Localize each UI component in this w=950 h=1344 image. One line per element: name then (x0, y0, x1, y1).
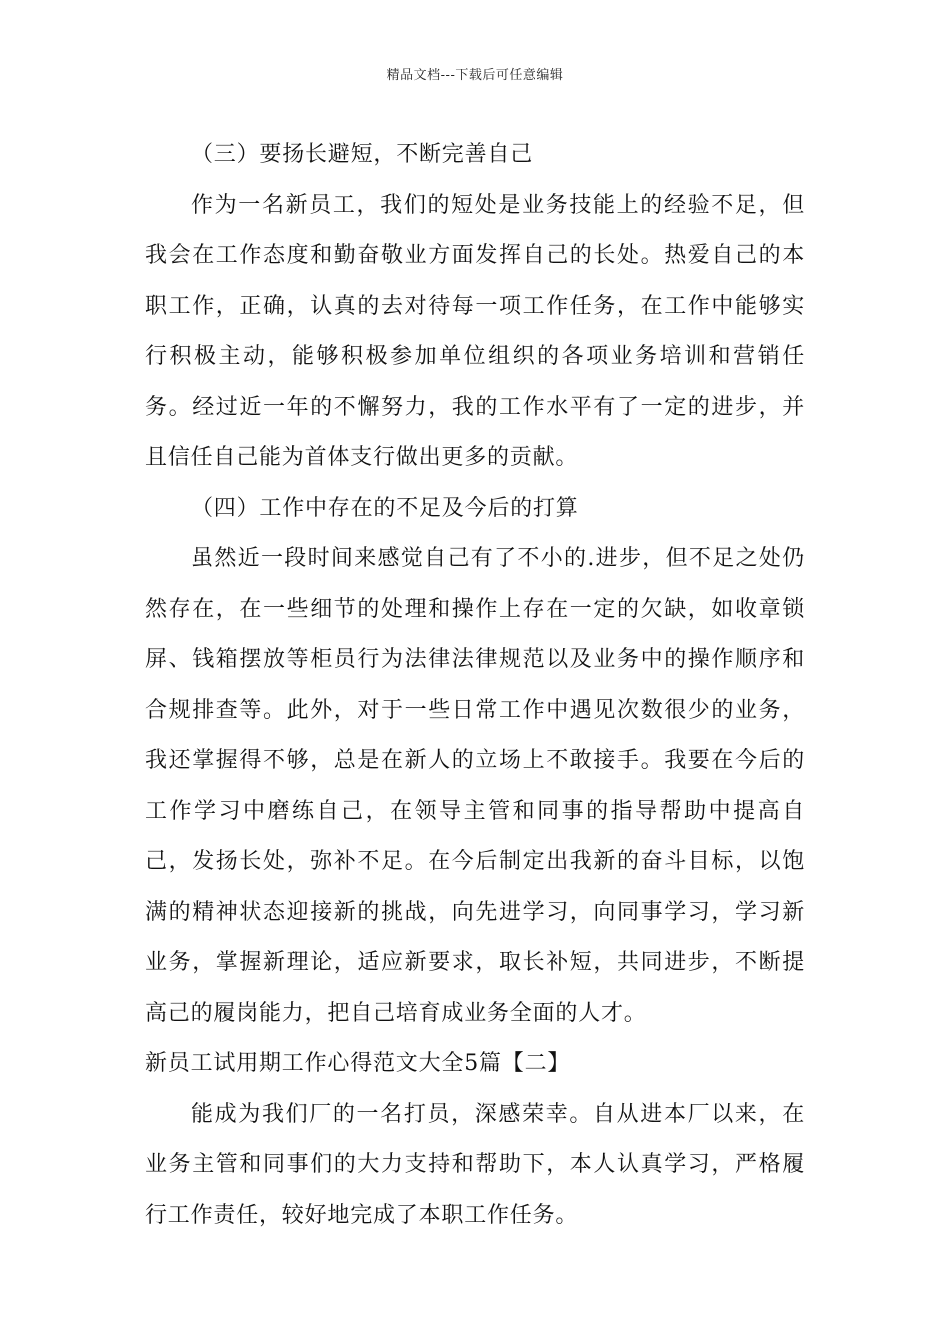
document-body (145, 130, 805, 1241)
paragraph-intro: 能成为我们厂的一名打员，深感荣幸。自从进本厂以来，在业务主管和同事们的大力支持和帮助下，本人认真学习，严格履行工作责任，较好地完成了本职工作任务。 (145, 1101, 805, 1228)
page-header: 精品文档---下载后可任意编辑 (386, 68, 564, 83)
section-heading-three: （三）要扬长避短，不断完善自己 (191, 142, 534, 167)
section-heading-four: （四）工作中存在的不足及今后的打算 (191, 495, 579, 521)
article-title: 新员工试用期工作心得范文大全5篇【二】 (145, 1051, 571, 1076)
paragraph-shortcomings: 虽然近一段时间来感觉自己有了不小的.进步，但不足之处仍然存在，在一些细节的处理和操作上存在一定的欠缺，如收章锁屏、钱箱摆放等柜员行为法律法律规范以及业务中的操作顺序和合规排查等。此外，对于一些日常工作中遇见次数很少的业务，我还掌握得不够，总是在新人的立场上不敢接手。我要在今后的工作学习中磨练自己，在领导主管和同事的指导帮助中提高自己，发扬长处，弥补不足。在今后制定出我新的奋斗目标，以饱满的精神状态迎接新的挑战，向先进学习，向同事学习，学习新业务，掌握新理论，适应新要求，取长补短，共同进步，不断提高己的履岗能力，把自己培育成业务全面的人才。 (145, 546, 805, 1026)
paragraph-strengths: 作为一名新员工，我们的短处是业务技能上的经验不足，但我会在工作态度和勤奋敬业方面发挥自己的长处。热爱自己的本职工作，正确，认真的去对待每一项工作任务，在工作中能够实行积极主动，能够积极参加单位组织的各项业务培训和营销任务。经过近一年的不懈努力，我的工作水平有了一定的进步，并且信任自己能为首体支行做出更多的贡献。 (145, 192, 805, 470)
